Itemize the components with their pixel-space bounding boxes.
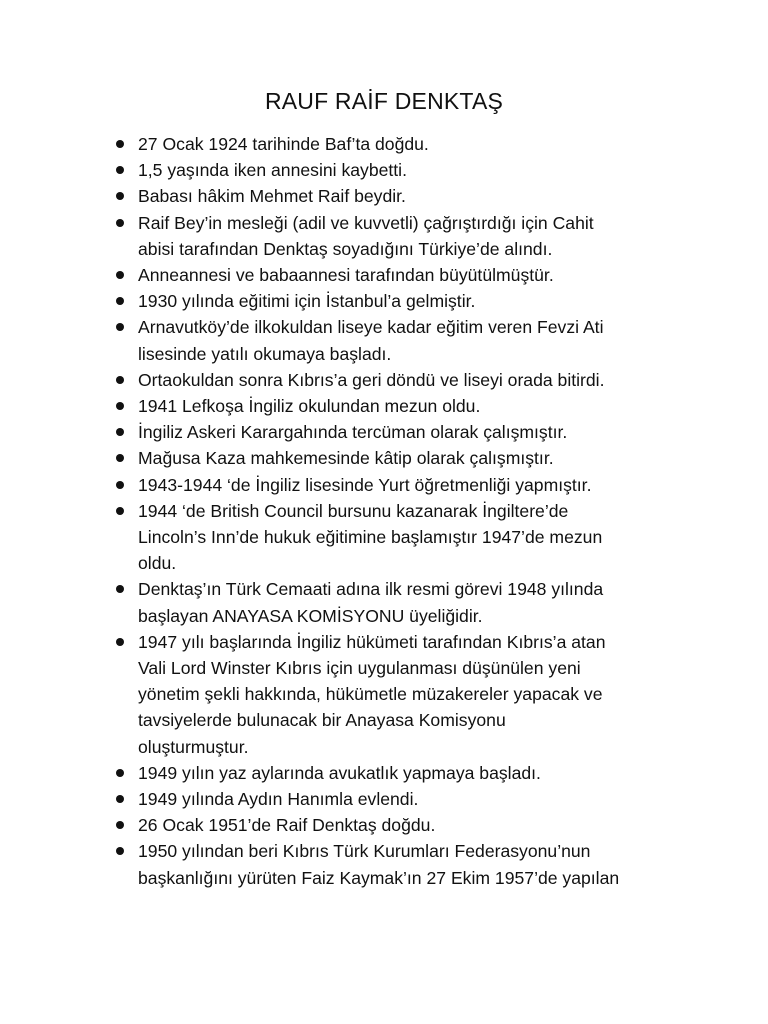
- list-item: [110, 393, 685, 419]
- list-item-text: 1944 ‘de British Council bursunu kazanarak İngiltere’de: [138, 500, 569, 521]
- bullet-icon: [116, 821, 124, 829]
- bullet-icon: [116, 376, 124, 384]
- list-item: [110, 183, 685, 209]
- list-item-text: yönetim şekli hakkında, hükümetle müzakereler yapacak ve: [138, 684, 603, 705]
- list-item: [110, 498, 685, 577]
- list-item: [110, 367, 685, 393]
- bullet-icon: [116, 454, 124, 462]
- list-item-text: 26 Ocak 1951’de Raif Denktaş doğdu.: [138, 815, 436, 836]
- bullet-icon: [116, 638, 124, 646]
- list-item-text: abisi tarafından Denktaş soyadığını Türkiye’de alındı.: [138, 238, 553, 259]
- list-item-text: oldu.: [138, 553, 177, 574]
- list-item: [110, 157, 685, 183]
- bullet-icon: [116, 585, 124, 593]
- list-item: [110, 445, 685, 471]
- list-item: [110, 760, 685, 786]
- list-item-text: Mağusa Kaza mahkemesinde kâtip olarak çalışmıştır.: [138, 448, 554, 469]
- list-item-text: 1949 yılında Aydın Hanımla evlendi.: [138, 789, 419, 810]
- list-item-text: Denktaş’ın Türk Cemaati adına ilk resmi görevi 1948 yılında: [138, 579, 604, 600]
- list-item-text: 27 Ocak 1924 tarihinde Baf’ta doğdu.: [138, 134, 429, 154]
- list-item-text: Arnavutköy’de ilkokuldan liseye kadar eğitim veren Fevzi Ati: [138, 317, 604, 338]
- bullet-icon: [116, 507, 124, 515]
- list-item: [110, 786, 685, 812]
- list-item: [110, 629, 685, 760]
- list-item-text: 1930 yılında eğitimi için İstanbul’a gelmiştir.: [138, 291, 476, 312]
- list-item-text: başkanlığını yürüten Faiz Kaymak’ın 27 Ekim 1957’de yapılan: [138, 867, 620, 888]
- list-item-text: başlayan ANAYASA KOMİSYONU üyeliğidir.: [138, 605, 483, 626]
- list-item: [110, 131, 685, 157]
- bullet-icon: [116, 769, 124, 777]
- list-item-text: 1947 yılı başlarında İngiliz hükümeti tarafından Kıbrıs’a atan: [138, 631, 606, 652]
- list-item-text: oluşturmuştur.: [138, 736, 249, 757]
- list-item-text: 1950 yılından beri Kıbrıs Türk Kurumları Federasyonu’nun: [138, 841, 591, 862]
- bullet-icon: [116, 402, 124, 410]
- list-item-text: Raif Bey’in mesleği (adil ve kuvvetli) çağrıştırdığı için Cahit: [138, 212, 594, 233]
- list-item-text: Ortaokuldan sonra Kıbrıs’a geri döndü ve liseyi orada bitirdi.: [138, 369, 605, 390]
- list-item-text: İngiliz Askeri Karargahında tercüman olarak çalışmıştır.: [138, 422, 568, 443]
- list-item: [110, 838, 685, 890]
- list-item: [110, 288, 685, 314]
- document-title: RAUF RAİF DENKTAŞ: [264, 88, 504, 114]
- bullet-icon: [116, 847, 124, 855]
- list-item-text: 1,5 yaşında iken annesini kaybetti.: [138, 160, 407, 181]
- bullet-icon: [116, 166, 124, 174]
- list-item-text: tavsiyelerde bulunacak bir Anayasa Komisyonu: [138, 710, 506, 731]
- list-item: [110, 472, 685, 498]
- list-item: [110, 576, 685, 628]
- list-item-text: Vali Lord Winster Kıbrıs için uygulanması düşünülen yeni: [138, 658, 581, 679]
- bullet-icon: [116, 428, 124, 436]
- bullet-icon: [116, 297, 124, 305]
- list-item-text: Anneannesi ve babaannesi tarafından büyütülmüştür.: [138, 265, 554, 286]
- bullet-icon: [116, 140, 124, 148]
- list-item: [110, 812, 685, 838]
- list-item: [110, 210, 685, 262]
- list-item: [110, 419, 685, 445]
- list-item-text: lisesinde yatılı okumaya başladı.: [138, 343, 392, 364]
- list-item-text: Babası hâkim Mehmet Raif beydir.: [138, 186, 406, 207]
- list-item: [110, 262, 685, 288]
- bullet-icon: [116, 481, 124, 489]
- list-item-text: 1949 yılın yaz aylarında avukatlık yapmaya başladı.: [138, 762, 541, 783]
- bullet-icon: [116, 219, 124, 227]
- bullet-icon: [116, 323, 124, 331]
- bullet-icon: [116, 192, 124, 200]
- bullet-icon: [116, 795, 124, 803]
- list-item: [110, 314, 685, 366]
- bullet-icon: [116, 271, 124, 279]
- bullet-list: [110, 131, 685, 891]
- list-item-text: Lincoln’s Inn’de hukuk eğitimine başlamıştır 1947’de mezun: [138, 527, 603, 548]
- list-item-text: 1943-1944 ‘de İngiliz lisesinde Yurt öğretmenliği yapmıştır.: [138, 474, 592, 495]
- list-item-text: 1941 Lefkoşa İngiliz okulundan mezun oldu.: [138, 396, 481, 417]
